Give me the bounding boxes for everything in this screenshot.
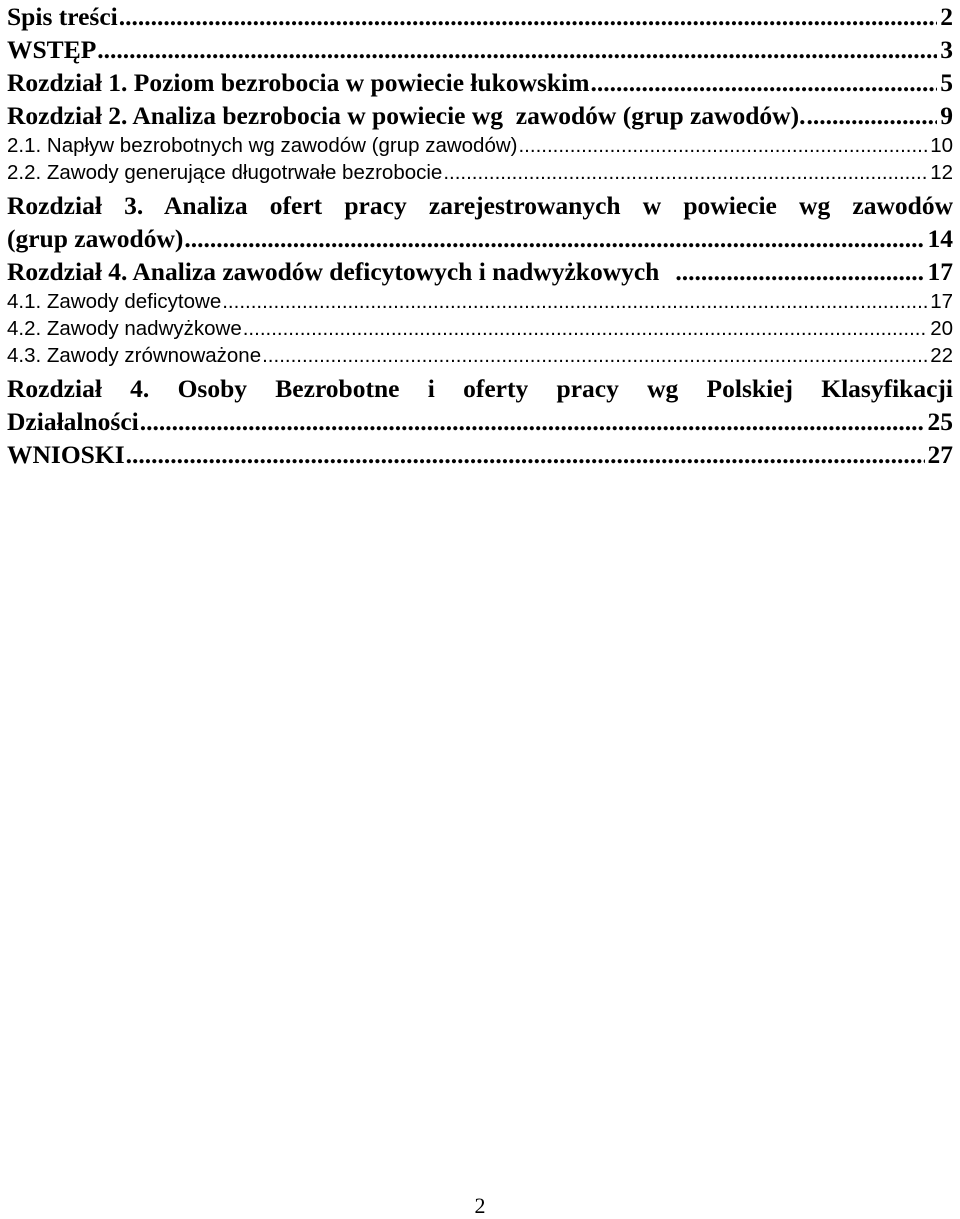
dot-leader — [590, 66, 937, 99]
toc-entry-title: 2.1. Napływ bezrobotnych wg zawodów (grup zawodów) — [7, 134, 518, 157]
toc-entry-page: 5 — [937, 66, 953, 99]
toc-subentry[interactable] — [7, 288, 953, 315]
toc-entry-page: 27 — [925, 438, 954, 471]
toc-entry-page: 10 — [927, 132, 953, 159]
toc-entry[interactable] — [7, 33, 953, 66]
toc-entry-title: 4.1. Zawody deficytowe — [7, 290, 222, 313]
dot-leader — [222, 288, 927, 315]
dot-leader — [262, 342, 927, 369]
toc-subentry[interactable] — [7, 315, 953, 342]
toc-entry-page: 9 — [937, 99, 953, 132]
toc-entry-line2 — [7, 222, 953, 255]
toc-entry-page: 14 — [925, 222, 954, 255]
dot-leader — [126, 438, 925, 471]
toc-entry-page: 3 — [937, 33, 953, 66]
toc-entry[interactable] — [7, 0, 953, 33]
dot-leader — [518, 132, 927, 159]
toc-entry-title: Rozdział 2. Analiza bezrobocia w powiecie wg zawodów (grup zawodów). — [7, 101, 806, 130]
toc-entry[interactable] — [7, 66, 953, 99]
toc-entry-title: 2.2. Zawody generujące długotrwałe bezrobocie — [7, 161, 443, 184]
toc-entry-page: 17 — [925, 255, 954, 288]
dot-leader — [243, 315, 927, 342]
dot-leader — [184, 222, 924, 255]
toc-entry-title-line1: Rozdział 4. Osoby Bezrobotne i oferty pracy wg Polskiej Klasyfikacji — [7, 374, 953, 403]
dot-leader — [675, 255, 924, 288]
toc-entry-title-line2: Działalności — [7, 407, 139, 436]
toc-entry[interactable] — [7, 99, 953, 132]
toc-entry-title: 4.3. Zawody zrównoważone — [7, 344, 262, 367]
toc-entry-line2 — [7, 405, 953, 438]
dot-leader — [97, 33, 937, 66]
toc-subentry[interactable] — [7, 132, 953, 159]
toc-entry-page: 22 — [927, 342, 953, 369]
toc-entry-title: WSTĘP — [7, 35, 97, 64]
toc-entry-page: 20 — [927, 315, 953, 342]
dot-leader — [140, 405, 925, 438]
toc-entry-page: 25 — [925, 405, 954, 438]
dot-leader — [806, 99, 937, 132]
toc-subentry[interactable] — [7, 159, 953, 186]
toc-entry-title: WNIOSKI — [7, 440, 125, 469]
dot-leader — [119, 0, 938, 33]
toc-entry-title-line2: (grup zawodów) — [7, 224, 184, 253]
toc-entry-title: 4.2. Zawody nadwyżkowe — [7, 317, 242, 340]
toc-entry-multiline[interactable] — [7, 189, 953, 255]
toc-entry-page: 12 — [927, 159, 953, 186]
page-number: 2 — [474, 1193, 486, 1218]
toc-entry-multiline[interactable] — [7, 372, 953, 438]
toc-subentry[interactable] — [7, 342, 953, 369]
toc-entry-title: Rozdział 1. Poziom bezrobocia w powiecie łukowskim — [7, 68, 590, 97]
toc-entry[interactable] — [7, 438, 953, 471]
toc-entry-page: 2 — [937, 0, 953, 33]
toc-entry-title: Rozdział 4. Analiza zawodów deficytowych i nadwyżkowych — [7, 255, 675, 288]
toc-entry-page: 17 — [927, 288, 953, 315]
toc-entry[interactable] — [7, 255, 953, 288]
toc-entry-title: Spis treści — [7, 2, 118, 31]
dot-leader — [443, 159, 927, 186]
toc-entry-title-line1: Rozdział 3. Analiza ofert pracy zarejestrowanych w powiecie wg zawodów — [7, 191, 953, 220]
table-of-contents — [7, 0, 953, 471]
